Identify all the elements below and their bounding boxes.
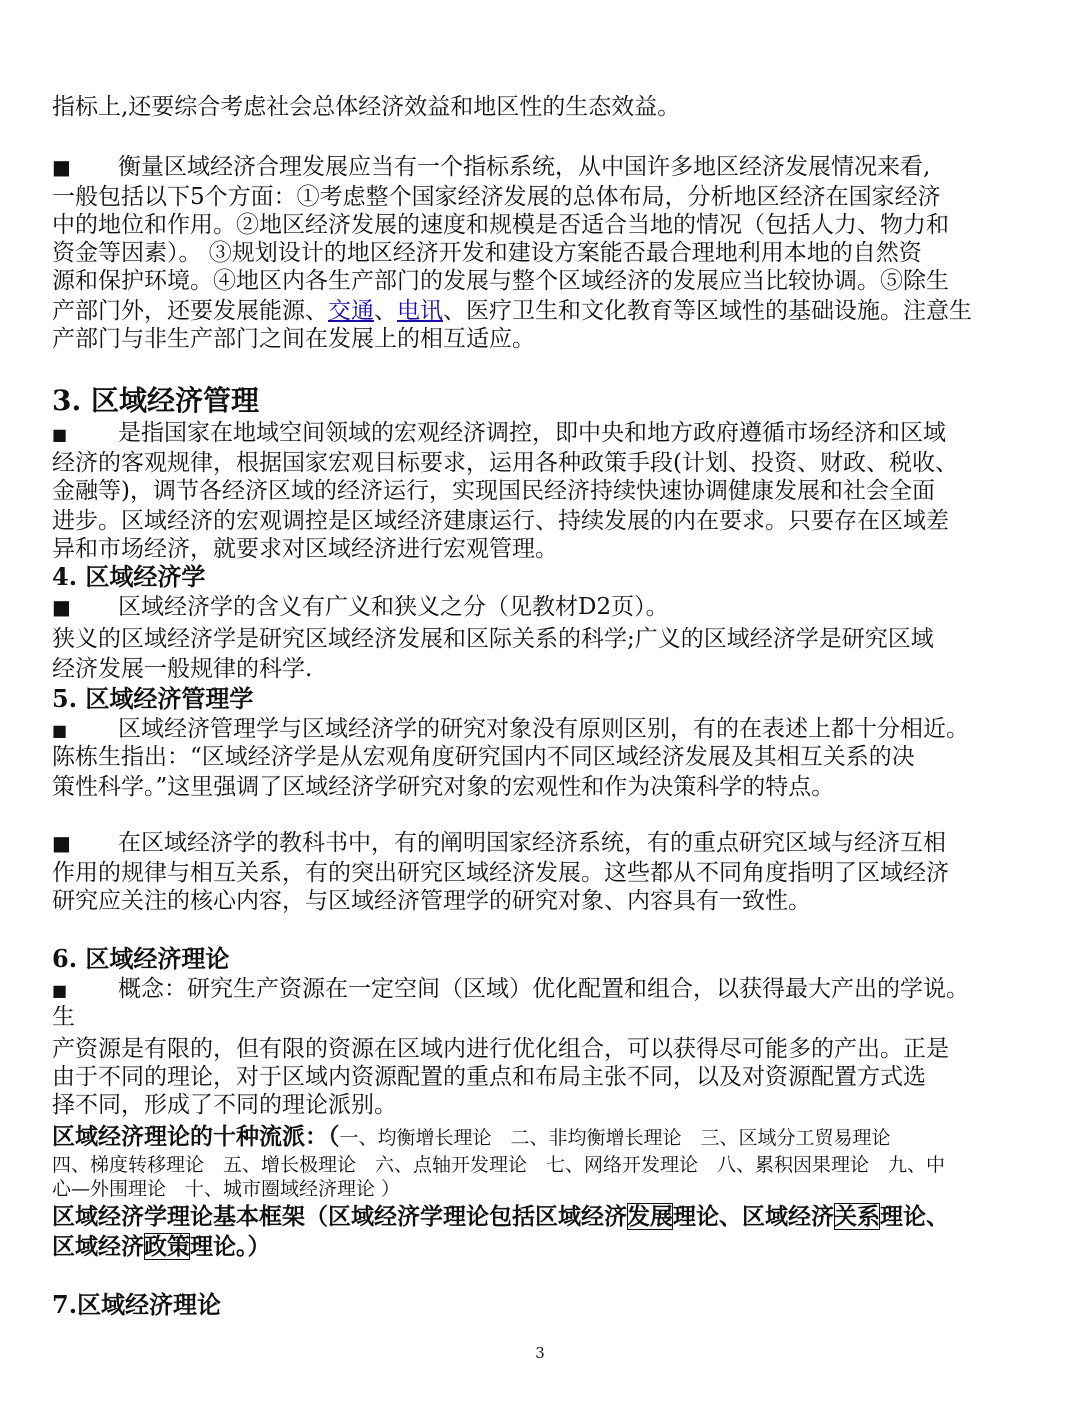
framework-line: 区域经济政策理论。） xyxy=(52,1233,271,1260)
paragraph-line: 中的地位和作用。②地区经济发展的速度和规模是否适合当地的情况（包括人力、物力和 xyxy=(52,212,949,238)
paragraph-line: ■ 区域经济管理学与区域经济学的研究对象没有原则区别，有的在表述上都十分相近。 xyxy=(52,714,969,746)
paragraph-line: 产部门与非生产部门之间在发展上的相互适应。 xyxy=(52,326,535,352)
paragraph-line: 产部门外，还要发展能源、交通、电讯、医疗卫生和文化教育等区域性的基础设施。注意生 xyxy=(52,298,972,324)
paragraph-line: 指标上,还要综合考虑社会总体经济效益和地区性的生态效益。 xyxy=(52,94,681,120)
section-heading-6: 6. 区域经济理论 xyxy=(52,944,230,973)
link-telecom[interactable]: 电讯 xyxy=(397,298,443,324)
paragraph-line: 四、梯度转移理论 五、增长极理论 六、点轴开发理论 七、网络开发理论 八、累积因果理论 九、中 xyxy=(52,1154,946,1176)
paragraph-line: 心—外围理论 十、城市圈域经济理论 ） xyxy=(52,1178,401,1200)
schools-title: 区域经济理论的十种流派：（ xyxy=(52,1123,340,1150)
bullet-square-icon: ■ xyxy=(52,981,68,1000)
paragraph-line: 异和市场经济，就要求对区域经济进行宏观管理。 xyxy=(52,536,558,562)
paragraph-line: 进步。区域经济的宏观调控是区域经济建康运行、持续发展的内在要求。只要存在区域差 xyxy=(52,508,949,534)
paragraph-line: 狭义的区域经济学是研究区域经济发展和区际关系的科学;广义的区域经济学是研究区域 xyxy=(52,626,934,652)
paragraph-line: ■ 在区域经济学的教科书中，有的阐明国家经济系统，有的重点研究区域与经济互相 xyxy=(52,830,946,856)
paragraph-line: 经济的客观规律，根据国家宏观目标要求，运用各种政策手段(计划、投资、财政、税收、 xyxy=(52,450,958,476)
paragraph-line: 经济发展一般规律的科学. xyxy=(52,656,313,682)
boxed-term: 发展 xyxy=(627,1203,673,1230)
paragraph-line: ■ 衡量区域经济合理发展应当有一个指标系统，从中国许多地区经济发展情况来看, xyxy=(52,154,931,180)
bullet-square-icon: ■ xyxy=(52,595,71,619)
paragraph-line: ■ 概念：研究生产资源在一定空间（区域）优化配置和组合，以获得最大产出的学说。 xyxy=(52,974,969,1006)
paragraph-line: 一般包括以下5个方面：①考虑整个国家经济发展的总体布局，分析地区经济在国家经济 xyxy=(52,184,941,210)
paragraph-line: 由于不同的理论，对于区域内资源配置的重点和布局主张不同，以及对资源配置方式选 xyxy=(52,1064,926,1090)
framework-line: 区域经济学理论基本框架（区域经济学理论包括区域经济发展理论、区域经济关系理论、 xyxy=(52,1203,949,1230)
paragraph-line: 源和保护环境。④地区内各生产部门的发展与整个区域经济的发展应当比较协调。⑤除生 xyxy=(52,268,949,294)
paragraph-line: 陈栋生指出：“区域经济学是从宏观角度研究国内不同区域经济发展及其相互关系的决 xyxy=(52,744,915,770)
bullet-square-icon: ■ xyxy=(52,155,71,179)
paragraph-line: 区域经济理论的十种流派：（一、均衡增长理论 二、非均衡增长理论 三、区域分工贸易理论 xyxy=(52,1123,891,1150)
paragraph-line: 产资源是有限的，但有限的资源在区域内进行优化组合，可以获得尽可能多的产出。正是 xyxy=(52,1036,949,1062)
paragraph-line: 生 xyxy=(52,1004,75,1030)
link-transport[interactable]: 交通 xyxy=(328,298,374,324)
section-heading-7: 7.区域经济理论 xyxy=(52,1290,222,1319)
paragraph-line: 资金等因素）。 ③规划设计的地区经济开发和建设方案能否最合理地利用本地的自然资 xyxy=(52,240,922,266)
bullet-square-icon: ■ xyxy=(52,425,68,444)
section-heading-3: 3. 区域经济管理 xyxy=(52,384,259,417)
paragraph-line: 策性科学。”这里强调了区域经济学研究对象的宏观性和作为决策科学的特点。 xyxy=(52,774,835,800)
section-heading-4: 4. 区域经济学 xyxy=(52,562,206,591)
page-number: 3 xyxy=(535,1344,545,1362)
section-heading-5: 5. 区域经济管理学 xyxy=(52,684,254,713)
paragraph-line: 研究应关注的核心内容，与区域经济管理学的研究对象、内容具有一致性。 xyxy=(52,888,811,914)
paragraph-line: ■ 是指国家在地域空间领域的宏观经济调控，即中央和地方政府遵循市场经济和区域 xyxy=(52,418,946,450)
paragraph-line: ■ 区域经济学的含义有广义和狭义之分（见教材D2页）。 xyxy=(52,594,669,620)
paragraph-line: 作用的规律与相互关系，有的突出研究区域经济发展。这些都从不同角度指明了区域经济 xyxy=(52,860,949,886)
boxed-term: 政策 xyxy=(144,1233,190,1260)
paragraph-line: 金融等)，调节各经济区域的经济运行，实现国民经济持续快速协调健康发展和社会全面 xyxy=(52,478,935,504)
paragraph-line: 择不同，形成了不同的理论派别。 xyxy=(52,1092,397,1118)
bullet-square-icon: ■ xyxy=(52,721,68,740)
bullet-square-icon: ■ xyxy=(52,831,71,855)
boxed-term: 关系 xyxy=(834,1203,880,1230)
